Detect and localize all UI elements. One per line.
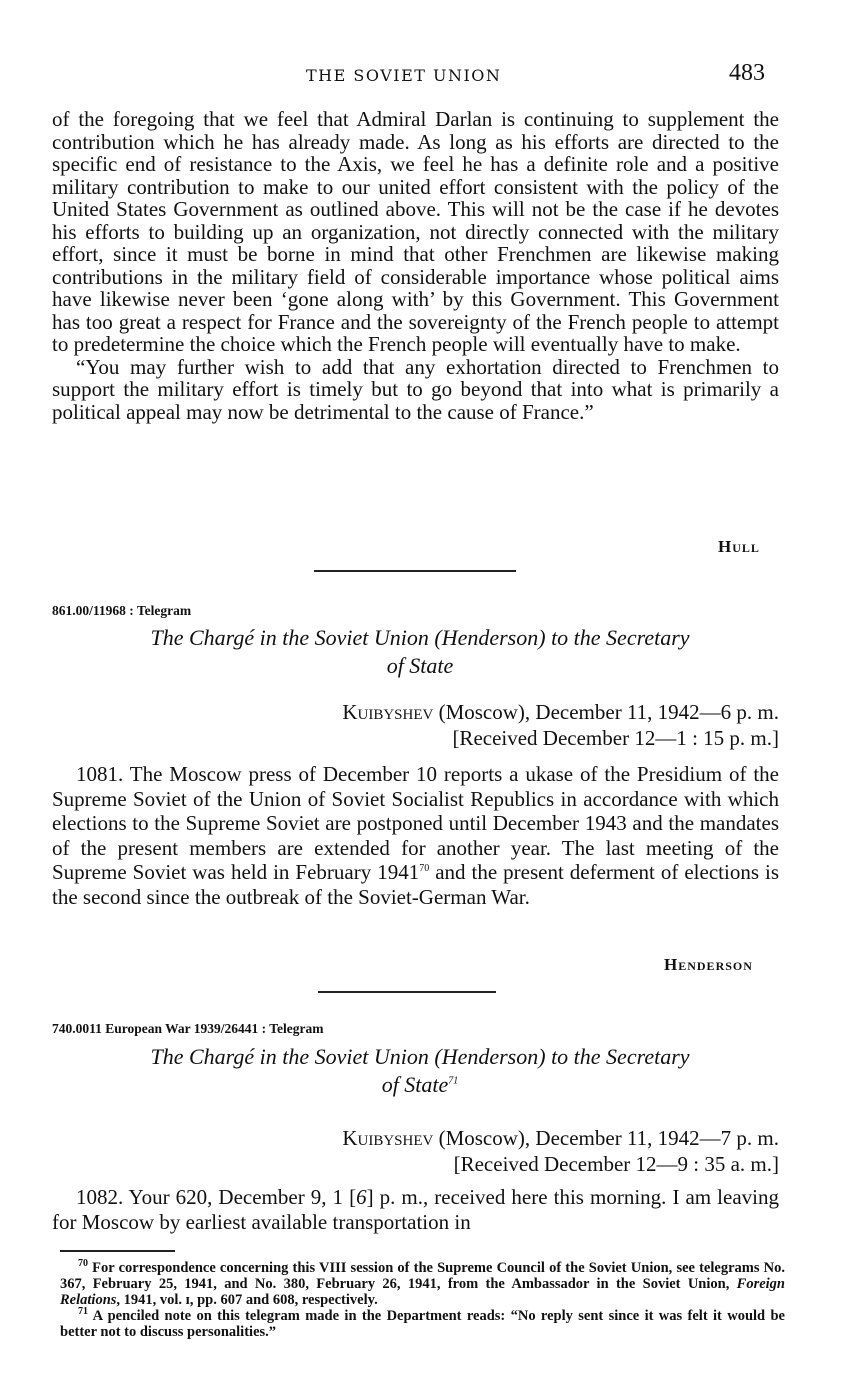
dateline-received: [Received December 12—1 : 15 p. m.]: [452, 726, 779, 750]
signature-henderson: Henderson: [664, 955, 753, 974]
footnote-reference[interactable]: 70: [419, 863, 430, 874]
dateline-sent: [342, 1125, 779, 1151]
paragraph: “You may further wish to add that any exhortation directed to Frenchmen to support the military effort is timely but to go beyond that into what is primarily a political appeal may now be detrimental to the cause of France.”: [52, 354, 779, 424]
body-text-end: and the present deferment of elections is the second since the outbreak of the Soviet-German War.: [52, 860, 779, 909]
title-line: The Chargé in the Soviet Union (Henderson) to the Secretary: [150, 625, 690, 650]
footnotes: [60, 1260, 785, 1340]
footnote-71: [60, 1308, 785, 1340]
paragraph: [52, 1185, 779, 1235]
footnote-rule: [60, 1250, 175, 1252]
body-text-start: 1081. The Moscow press of December 10 reports a ukase of the Presidium of the Supreme Soviet of the Union of Soviet Socialist Republics in accordance with which elections to the Supreme Soviet are postponed until December 1943 and the mandates of the present members are extended for another year. The last meeting of the Supreme Soviet was held in February 1941: [52, 762, 779, 884]
footnote-marker: 71: [78, 1306, 88, 1318]
file-reference: 740.0011 European War 1939/26441 : Telegram: [52, 1021, 324, 1036]
body-text-italic: 6: [356, 1185, 367, 1209]
file-reference: 861.00/11968 : Telegram: [52, 603, 192, 618]
place-name: Kuibyshev: [342, 700, 434, 724]
document-title: [60, 624, 780, 680]
footnote-reference[interactable]: 71: [448, 1075, 459, 1087]
telegram-body: [52, 1185, 779, 1235]
telegram-body: [52, 762, 779, 909]
dateline-date: (Moscow), December 11, 1942—6 p. m.: [433, 700, 779, 724]
continuation-text: [52, 108, 779, 423]
title-line: of State: [386, 653, 454, 678]
footnote-text: For correspondence concerning this VIII session of the Supreme Council of the Soviet Union, see telegrams No. 367, February 25, 1941, and No. 380, February 26, 1941, from the Ambassador in the Soviet Union,: [60, 1260, 785, 1292]
running-head: [0, 60, 849, 90]
footnote-70: [60, 1260, 785, 1308]
document-title: [60, 1043, 780, 1099]
dateline-sent: [342, 699, 779, 725]
footnote-text: A penciled note on this telegram made in the Department reads: “No reply sent since it was felt it would be better not to discuss personalities.”: [60, 1308, 785, 1340]
dateline-received: [Received December 12—9 : 35 a. m.]: [453, 1152, 779, 1176]
footnote-text: , 1941, vol. ɪ, pp. 607 and 608, respectively.: [116, 1292, 378, 1308]
page-number: 483: [729, 60, 765, 86]
body-text-b: ] p. m., received here this morning. I am leaving for Moscow by earliest available transportation in: [52, 1185, 779, 1234]
signature-hull: Hull: [718, 537, 760, 556]
body-text-a: 1082. Your 620, December 9, 1 [: [76, 1185, 357, 1209]
place-name: Kuibyshev: [342, 1126, 434, 1150]
title-line-2: [60, 1071, 780, 1099]
running-title: THE SOVIET UNION: [306, 66, 502, 85]
dateline: [342, 699, 779, 751]
footnote-italic: Foreign Relations: [60, 1276, 785, 1308]
title-line-text: of State: [381, 1072, 449, 1097]
paragraph: of the foregoing that we feel that Admiral Darlan is continuing to supplement the contribution which he has already made. As long as his efforts are directed to the specific end of resistance to the Axis, we feel he has a definite role and a positive military contribution to make to our united effort consistent with the policy of the United States Government as outlined above. This will not be the case if he devotes his efforts to building up an organization, not directly connected with the military effort, since it must be borne in mind that other Frenchmen are likewise making contributions in the military field of considerable importance whose political aims have likewise never been ‘gone along with’ by this Government. This Government has too great a respect for France and the sovereignty of the French people to attempt to predetermine the choice which the French people will eventually have to make.: [52, 107, 779, 356]
title-line: The Chargé in the Soviet Union (Henderson) to the Secretary: [150, 1044, 690, 1069]
footnote-marker: 70: [78, 1258, 88, 1270]
section-divider: [314, 570, 516, 572]
dateline-date: (Moscow), December 11, 1942—7 p. m.: [433, 1126, 779, 1150]
section-divider: [318, 991, 496, 993]
dateline: [342, 1125, 779, 1177]
paragraph: [52, 762, 779, 909]
